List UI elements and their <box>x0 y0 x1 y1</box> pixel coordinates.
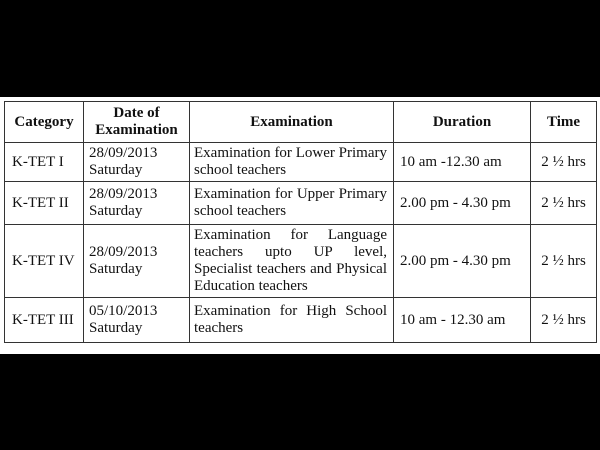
exam-schedule-table <box>4 101 597 343</box>
day-value: Saturday <box>89 162 143 178</box>
table-header-row <box>5 102 597 143</box>
cell-examination: Examination for Lower Primary school teachers <box>190 143 394 182</box>
cell-time: 2 ½ hrs <box>531 182 597 225</box>
header-examination: Examination <box>190 102 394 143</box>
header-duration: Duration <box>394 102 531 143</box>
cell-date <box>84 182 190 225</box>
day-value: Saturday <box>89 261 143 277</box>
cell-category: K-TET IV <box>5 225 84 298</box>
cell-duration: 2.00 pm - 4.30 pm <box>394 182 531 225</box>
header-time: Time <box>531 102 597 143</box>
header-category: Category <box>5 102 84 143</box>
date-value: 28/09/2013 <box>89 145 158 161</box>
date-value: 28/09/2013 <box>89 244 158 260</box>
cell-examination: Examination for Upper Primary school teachers <box>190 182 394 225</box>
cell-examination: Examination for High School teachers <box>190 298 394 343</box>
header-date: Date of Examination <box>84 102 190 143</box>
table-row <box>5 225 597 298</box>
date-value: 05/10/2013 <box>89 303 158 319</box>
cell-date <box>84 225 190 298</box>
cell-examination: Examination for Language teachers upto UP level, Specialist teachers and Physical Education teachers <box>190 225 394 298</box>
table-row <box>5 182 597 225</box>
table-row <box>5 143 597 182</box>
cell-duration: 10 am -12.30 am <box>394 143 531 182</box>
cell-time: 2 ½ hrs <box>531 298 597 343</box>
cell-time: 2 ½ hrs <box>531 143 597 182</box>
day-value: Saturday <box>89 320 143 336</box>
document-sheet <box>0 97 600 354</box>
cell-category: K-TET III <box>5 298 84 343</box>
day-value: Saturday <box>89 203 143 219</box>
cell-category: K-TET I <box>5 143 84 182</box>
date-value: 28/09/2013 <box>89 186 158 202</box>
cell-duration: 2.00 pm - 4.30 pm <box>394 225 531 298</box>
cell-category: K-TET II <box>5 182 84 225</box>
cell-date <box>84 143 190 182</box>
cell-time: 2 ½ hrs <box>531 225 597 298</box>
table-row <box>5 298 597 343</box>
cell-date <box>84 298 190 343</box>
cell-duration: 10 am - 12.30 am <box>394 298 531 343</box>
